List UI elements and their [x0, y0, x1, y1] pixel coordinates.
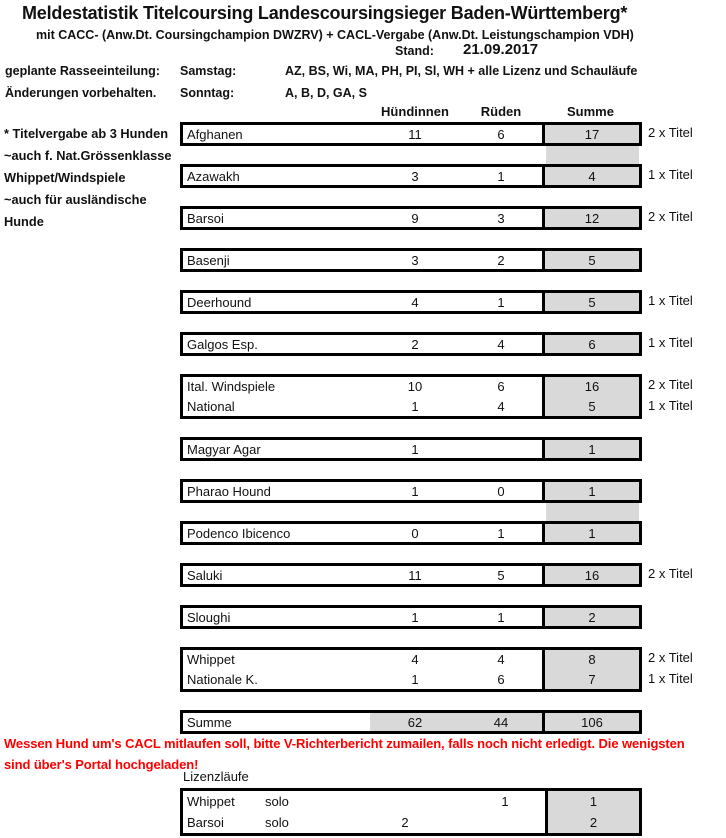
row-line	[183, 293, 542, 311]
summe-cell: 8	[588, 652, 596, 668]
breed-name-cell: Saluki	[187, 567, 223, 583]
row-left-columns	[183, 209, 542, 227]
titel-label: 1 x Titel	[648, 167, 693, 182]
row-left-columns	[183, 440, 542, 458]
row-left-columns	[183, 251, 542, 269]
huendinnen-cell: 4	[411, 294, 419, 310]
table-row	[180, 605, 642, 629]
huendinnen-cell: 1	[411, 441, 419, 457]
row-line	[183, 251, 542, 269]
rueden-cell: 4	[497, 398, 505, 414]
sunday-label: Sonntag:	[180, 86, 235, 100]
rueden-cell: 5	[497, 567, 505, 583]
huendinnen-cell: 1	[411, 483, 419, 499]
summe-cell: 5	[588, 398, 596, 414]
rueden-cell: 1	[497, 294, 505, 310]
summe-column	[542, 209, 639, 227]
huendinnen-cell: 0	[411, 525, 419, 541]
gray-summe-cell	[546, 503, 639, 521]
row-left-columns	[183, 482, 542, 500]
summe-cell: 2	[588, 609, 596, 625]
column-header-rueden: Rüden	[480, 104, 522, 119]
titel-label: 2 x Titel	[648, 125, 693, 140]
total-summe-cell: 106	[542, 713, 639, 731]
summe-column	[542, 251, 639, 269]
titel-label: 2 x Titel	[648, 650, 693, 665]
table-row	[180, 437, 642, 461]
page-subtitle: mit CACC- (Anw.Dt. Coursingchampion DWZRV) + CACL-Vergabe (Anw.Dt. Leistungschampion VDH)	[36, 28, 634, 42]
summe-cell: 7	[588, 671, 596, 687]
huendinnen-cell: 11	[408, 567, 422, 583]
lizenz-row	[183, 812, 545, 833]
lizenz-summe-column	[545, 791, 639, 833]
row-line	[183, 650, 542, 670]
breed-name-cell: Magyar Agar	[187, 441, 261, 457]
row-line	[183, 608, 542, 626]
huendinnen-cell: 2	[411, 336, 419, 352]
table-row	[180, 206, 642, 230]
table-row	[180, 479, 642, 503]
rueden-cell: 3	[497, 210, 505, 226]
table-row	[180, 332, 642, 356]
row-left-columns	[183, 293, 542, 311]
rueden-cell: 4	[497, 336, 505, 352]
summe-cell: 6	[588, 336, 596, 352]
cacl-notice-line-2: sind über's Portal hochgeladen!	[4, 757, 199, 772]
side-note-titelvergabe: * Titelvergabe ab 3 Hunden	[4, 126, 169, 141]
lizenz-breed-cell: Whippet	[187, 794, 235, 809]
row-line	[183, 167, 542, 185]
column-header-huendinnen: Hündinnen	[381, 104, 449, 119]
row-left-columns	[183, 650, 542, 689]
summe-cell: 12	[584, 210, 600, 226]
gray-summe-cell	[546, 146, 639, 164]
breed-name-cell: Barsoi	[187, 210, 224, 226]
lizenz-summe-cell: 2	[589, 815, 598, 830]
huendinnen-cell: 11	[408, 126, 422, 142]
breed-name-cell: Sloughi	[187, 609, 231, 625]
lizenz-breed-cell: Barsoi	[187, 815, 224, 830]
stand-date: 21.09.2017	[463, 41, 539, 58]
row-left-columns	[183, 335, 542, 353]
summe-column	[542, 167, 639, 185]
titel-label: 1 x Titel	[648, 671, 693, 686]
row-left-columns	[183, 566, 542, 584]
summe-cell: 5	[588, 252, 596, 268]
breed-name-cell: Pharao Hound	[187, 483, 271, 499]
titel-label: 1 x Titel	[648, 398, 693, 413]
lizenz-left-columns	[183, 791, 545, 833]
stand-label: Stand:	[395, 44, 434, 58]
summe-cell: 4	[588, 168, 596, 184]
total-rueden-cell: 44	[460, 713, 542, 731]
breed-name-cell: Deerhound	[187, 294, 252, 310]
row-line	[183, 335, 542, 353]
rueden-cell: 6	[497, 379, 505, 395]
row-line	[183, 566, 542, 584]
lizenz-mode-cell: solo	[265, 794, 289, 809]
side-note-auslaendische: ~auch für ausländische	[4, 192, 147, 207]
total-row	[180, 710, 642, 734]
summe-column	[542, 335, 639, 353]
huendinnen-cell: 4	[411, 652, 419, 668]
rueden-cell: 1	[497, 525, 505, 541]
table-row	[180, 248, 642, 272]
total-huendinnen-cell: 62	[370, 713, 460, 731]
lizenz-row	[183, 791, 545, 812]
side-note-whippet-windspiele: Whippet/Windspiele	[4, 170, 126, 185]
rueden-cell: 2	[497, 252, 505, 268]
row-line	[183, 377, 542, 397]
rueden-cell: 4	[497, 652, 505, 668]
breed-name-cell: Podenco Ibicenco	[187, 525, 291, 541]
breed-name-cell: Afghanen	[187, 126, 243, 142]
summe-column	[542, 440, 639, 458]
table-row	[180, 563, 642, 587]
summe-cell: 5	[588, 294, 596, 310]
row-line	[183, 125, 542, 143]
summe-cell: 17	[584, 126, 600, 142]
lizenz-rueden-cell: 1	[501, 794, 509, 809]
row-left-columns	[183, 524, 542, 542]
table-row	[180, 122, 642, 146]
titel-label: 1 x Titel	[648, 335, 693, 350]
table-row	[180, 374, 642, 419]
summe-cell: 1	[588, 483, 596, 499]
summe-column	[542, 524, 639, 542]
saturday-label: Samstag:	[180, 64, 237, 78]
row-left-columns	[183, 608, 542, 626]
huendinnen-cell: 1	[411, 671, 419, 687]
titel-label: 2 x Titel	[648, 377, 693, 392]
row-left-columns	[183, 377, 542, 416]
summe-column	[542, 650, 639, 689]
lizenz-table	[180, 788, 642, 836]
lizenz-huendinnen-cell: 2	[401, 815, 409, 830]
row-left-columns	[183, 167, 542, 185]
rueden-cell: 1	[497, 168, 505, 184]
summe-column	[542, 125, 639, 143]
row-left-columns	[183, 125, 542, 143]
total-label-cell: Summe	[187, 714, 232, 730]
summe-column	[542, 566, 639, 584]
breed-name-cell: National	[187, 398, 235, 414]
saturday-breeds: AZ, BS, Wi, MA, PH, PI, Sl, WH + alle Lizenz und Schauläufe	[285, 64, 638, 78]
table-row	[180, 647, 642, 692]
summe-cell: 1	[588, 525, 596, 541]
sunday-breeds: A, B, D, GA, S	[285, 86, 367, 100]
table-row	[180, 521, 642, 545]
summe-column	[542, 293, 639, 311]
page-title: Meldestatistik Titelcoursing Landescoursingsieger Baden-Württemberg*	[22, 3, 628, 23]
row-line	[183, 440, 542, 458]
row-line	[183, 524, 542, 542]
side-note-groessenklasse: ~auch f. Nat.Grössenklasse	[4, 148, 172, 163]
summe-cell: 1	[588, 441, 596, 457]
planning-note-2: Änderungen vorbehalten.	[5, 86, 157, 100]
titel-label: 1 x Titel	[648, 293, 693, 308]
breed-name-cell: Nationale K.	[187, 671, 258, 687]
breed-name-cell: Galgos Esp.	[187, 336, 258, 352]
rueden-cell: 6	[497, 671, 505, 687]
lizenz-mode-cell: solo	[265, 815, 289, 830]
lizenz-summe-cell: 1	[589, 794, 598, 809]
column-header-summe: Summe	[567, 104, 614, 119]
summe-column	[542, 377, 639, 416]
cacl-notice-line-1: Wessen Hund um's CACL mitlaufen soll, bitte V-Richterbericht zumailen, falls noch nicht erledigt. Die wenigsten	[4, 736, 685, 751]
table-row	[180, 290, 642, 314]
table-row	[180, 164, 642, 188]
planning-note-1: geplante Rasseeinteilung:	[5, 64, 160, 78]
breed-name-cell: Ital. Windspiele	[187, 379, 276, 395]
huendinnen-cell: 3	[411, 168, 419, 184]
summe-cell: 16	[584, 567, 600, 583]
titel-label: 2 x Titel	[648, 566, 693, 581]
huendinnen-cell: 9	[411, 210, 419, 226]
row-line	[183, 397, 542, 417]
huendinnen-cell: 3	[411, 252, 419, 268]
titel-label: 2 x Titel	[648, 209, 693, 224]
row-line	[183, 670, 542, 690]
lizenzlaeufe-label: Lizenzläufe	[183, 769, 249, 784]
rueden-cell: 0	[497, 483, 505, 499]
huendinnen-cell: 1	[411, 398, 419, 414]
summe-cell: 16	[584, 379, 600, 395]
side-note-hunde: Hunde	[4, 214, 44, 229]
breed-name-cell: Whippet	[187, 652, 235, 668]
row-line	[183, 209, 542, 227]
row-line	[183, 482, 542, 500]
breed-name-cell: Basenji	[187, 252, 230, 268]
rueden-cell: 1	[497, 609, 505, 625]
rueden-cell: 6	[497, 126, 505, 142]
huendinnen-cell: 1	[411, 609, 419, 625]
huendinnen-cell: 10	[407, 379, 423, 395]
summe-column	[542, 608, 639, 626]
breed-name-cell: Azawakh	[187, 168, 240, 184]
summe-column	[542, 482, 639, 500]
